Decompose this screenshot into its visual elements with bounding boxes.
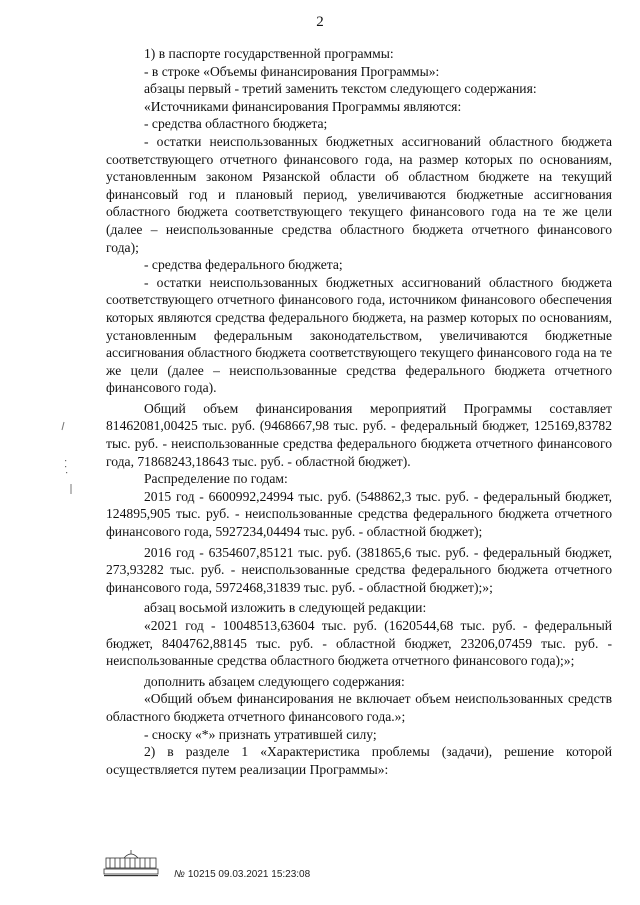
paragraph-4: «Источниками финансирования Программы являются: <box>144 98 462 114</box>
paragraph-5: - средства областного бюджета; <box>144 116 328 132</box>
building-seal-icon <box>100 848 162 878</box>
page-number: 2 <box>316 14 324 30</box>
paragraph-12: 2016 год - 6354607,85121 тыс. руб. (381865,6 тыс. руб. - федеральный бюджет, 273,93282 тыс. руб. - неиспользованные средства федерального бюджета отчетного финансового года, 5972468,31839 тыс. руб. - областной бюджет);»; <box>106 544 612 595</box>
paragraph-18: 2) в разделе 1 «Характеристика проблемы (задачи), решение которой осуществляется путем реализации Программы»: <box>106 744 612 777</box>
registration-stamp <box>174 869 310 880</box>
paragraph-3: абзацы первый - третий заменить текстом следующего содержания: <box>144 81 537 97</box>
margin-marks <box>56 420 76 510</box>
paragraph-6: - остатки неиспользованных бюджетных ассигнований областного бюджета соответствующего отчетного финансового года, на размер которых по основаниям, установленным законом Рязанской области об областном бюджете на текущий финансовый год и плановый период, увеличиваются бюджетные ассигнования областного бюджета соответствующего текущего финансового года на те же цели (далее – неиспользованные средства областного бюджета отчетного финансового года); <box>106 133 612 255</box>
stamp-text: 10215 09.03.2021 15:23:08 <box>187 869 311 880</box>
paragraph-13: абзац восьмой изложить в следующей редакции: <box>144 600 427 616</box>
paragraph-15: дополнить абзацем следующего содержания: <box>144 673 405 689</box>
paragraph-11: 2015 год - 6600992,24994 тыс. руб. (548862,3 тыс. руб. - федеральный бюджет, 124895,905 тыс. руб. - неиспользованные средства федерального бюджета отчетного финансового года, 5927234,04494 тыс. руб. - областной бюджет); <box>106 488 612 540</box>
paragraph-16: «Общий объем финансирования не включает объем неиспользованных средств областного бюджета отчетного финансового года.»; <box>106 691 612 724</box>
number-sign: № <box>174 869 185 880</box>
paragraph-9: Общий объем финансирования мероприятий Программы составляет 81462081,00425 тыс. руб. (9468667,98 тыс. руб. - федеральный бюджет, 125169,83782 тыс. руб. - неиспользованные средства федерального бюджета отчетного финансового года, 71868243,18643 тыс. руб. - областной бюджет). <box>106 400 612 469</box>
document-body <box>106 45 612 778</box>
paragraph-2: - в строке «Объемы финансирования Программы»: <box>144 63 440 79</box>
footer <box>100 848 400 888</box>
paragraph-7: - средства федерального бюджета; <box>144 257 343 273</box>
paragraph-1: 1) в паспорте государственной программы: <box>144 46 394 61</box>
paragraph-10: Распределение по годам: <box>144 471 288 487</box>
paragraph-17: - сноску «*» признать утратившей силу; <box>144 726 377 742</box>
paragraph-8: - остатки неиспользованных бюджетных ассигнований областного бюджета соответствующего отчетного финансового года, источником финансового обеспечения которых являются средства федерального бюджета, на размер которых по основаниям, установленным федеральным законодательством, увеличиваются бюджетные ассигнования областного бюджета соответствующего текущего финансового года на те же цели (далее – неиспользованные средства федерального бюджета отчетного финансового года). <box>106 274 612 396</box>
paragraph-14: «2021 год - 10048513,63604 тыс. руб. (1620544,68 тыс. руб. - федеральный бюджет, 8404762,88145 тыс. руб. - областной бюджет, 23206,07459 тыс. руб. - неиспользованные средства областного бюджета отчетного финансового года);»; <box>106 618 612 669</box>
